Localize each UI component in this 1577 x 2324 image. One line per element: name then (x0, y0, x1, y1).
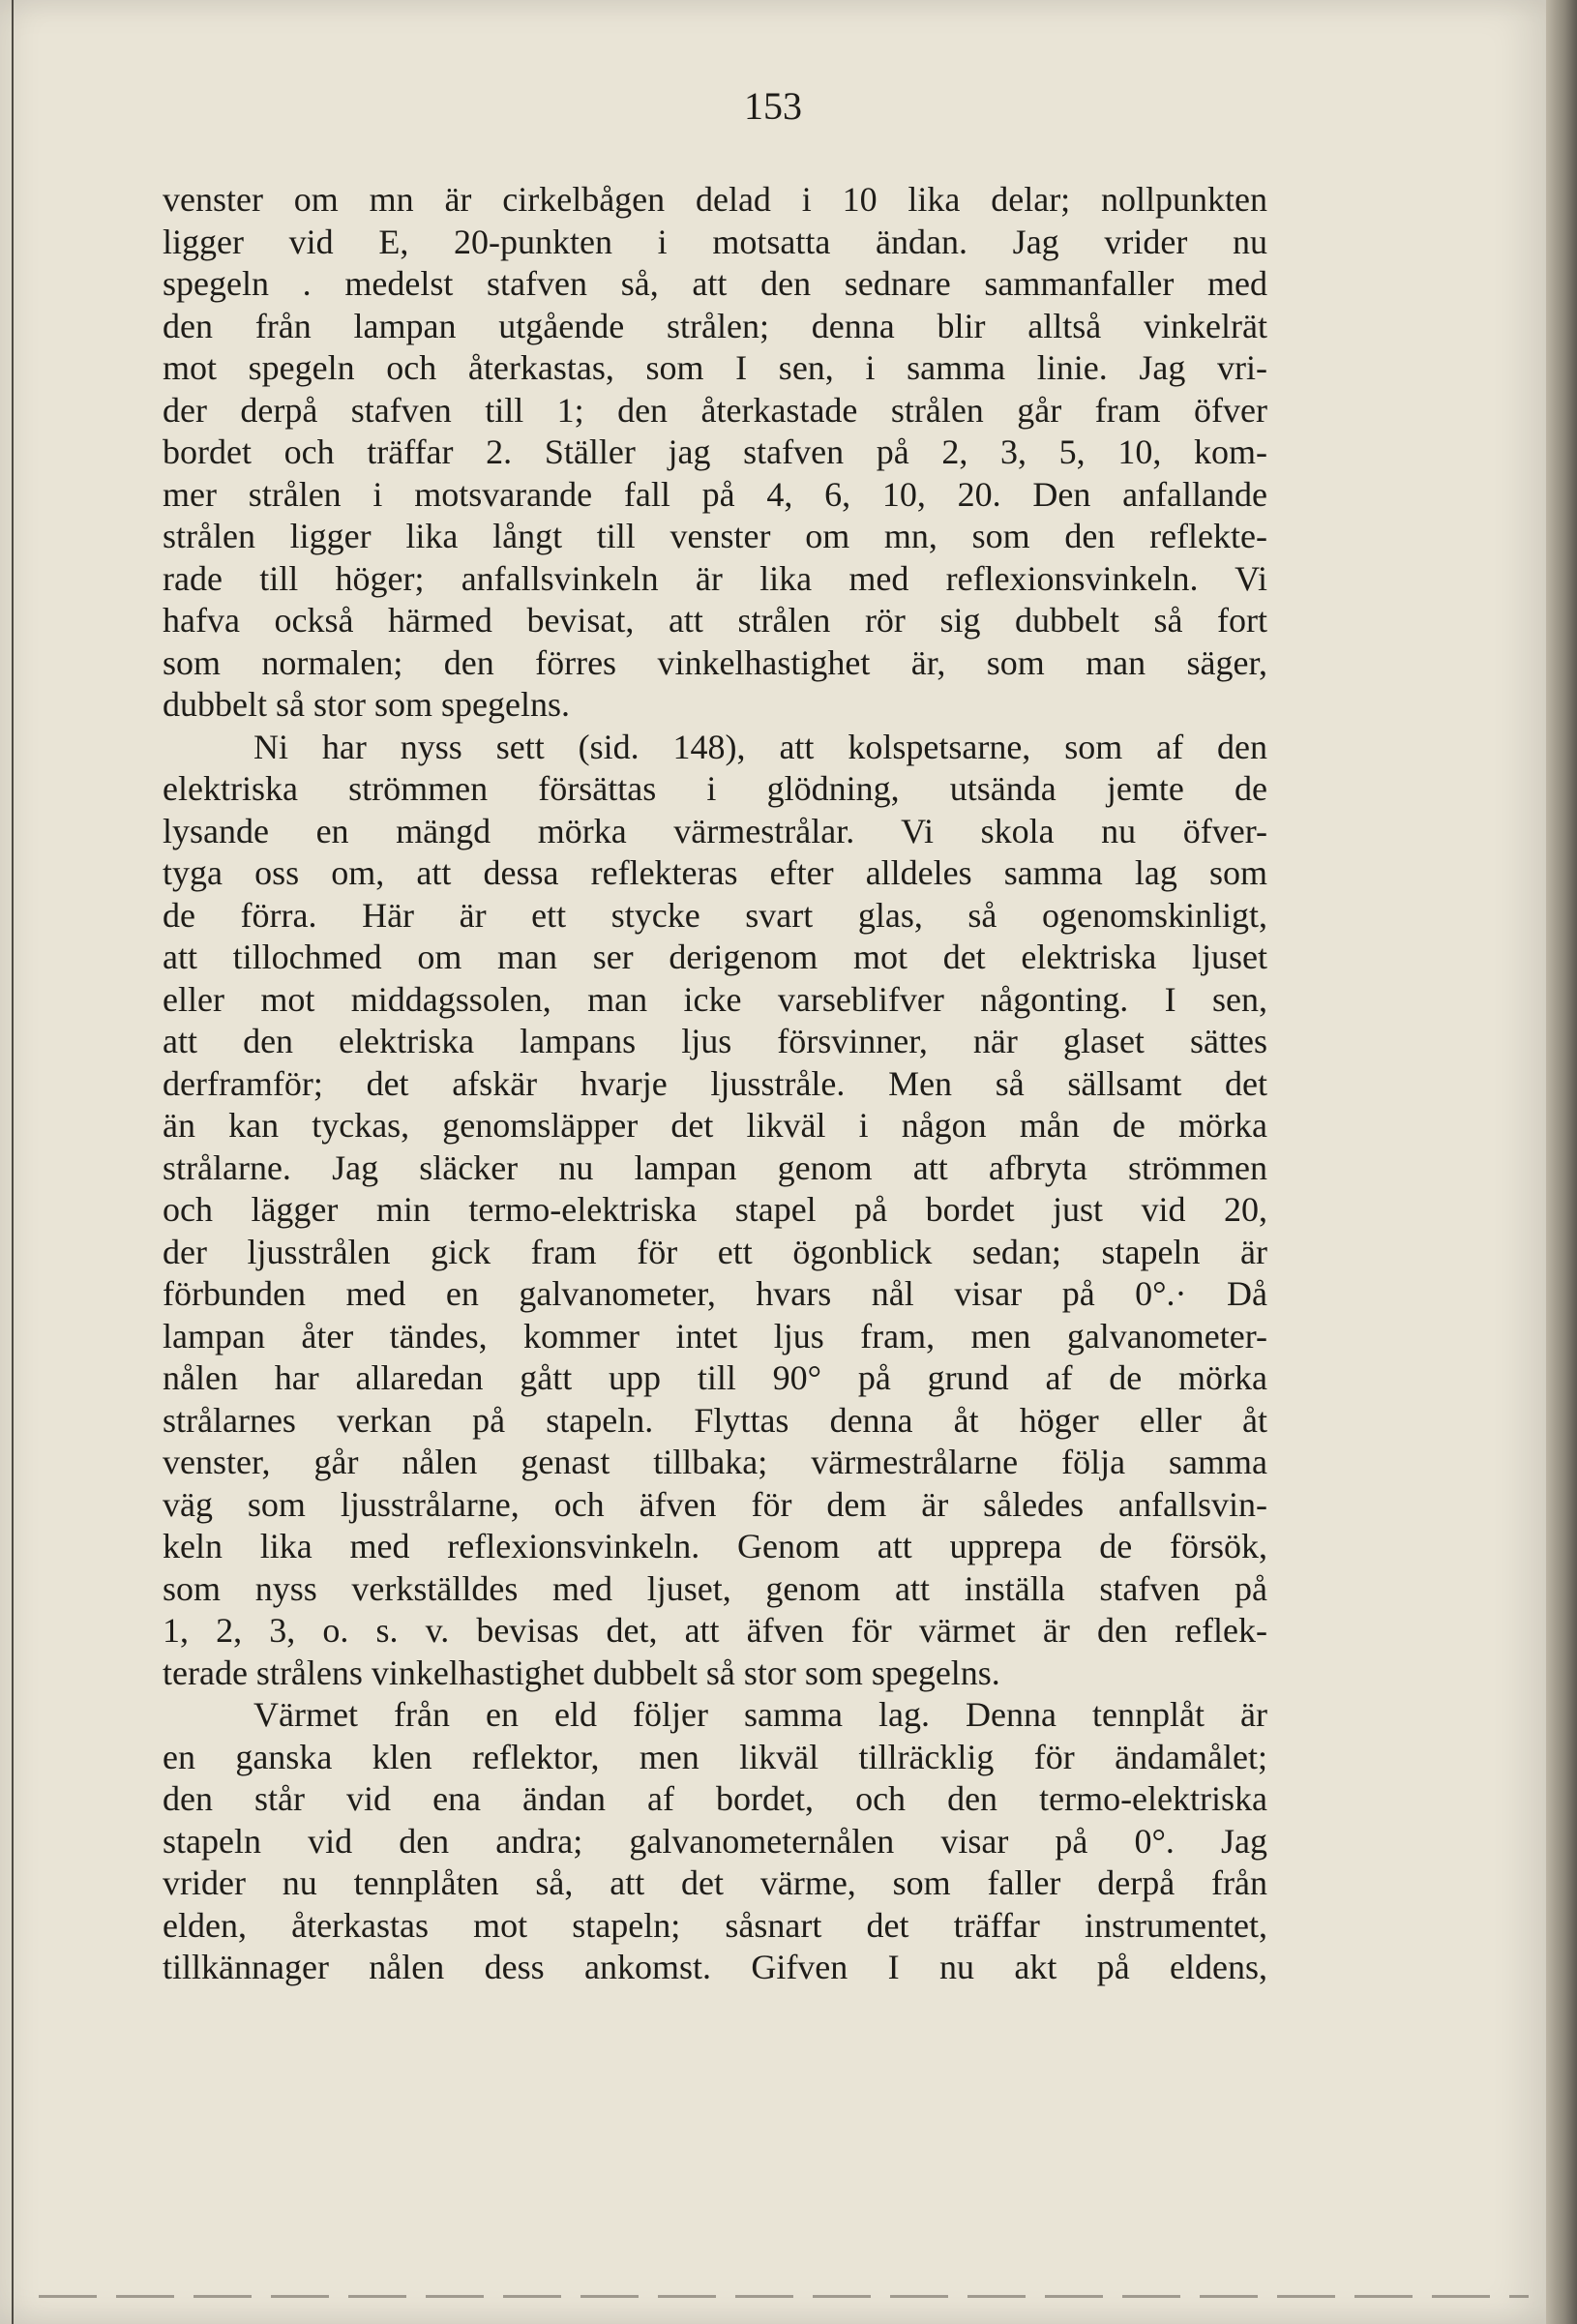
text-line: mer strålen i motsvarande fall på 4, 6, 10, 20. Den anfallande (163, 474, 1267, 514)
text-line: lampan åter tändes, kommer intet ljus fram, men galvanometer- (163, 1316, 1267, 1356)
text-line: att den elektriska lampans ljus försvinner, när glaset sättes (163, 1022, 1267, 1060)
page-bottom-edge (39, 2295, 1529, 2298)
text-line: tillkännager nålen dess ankomst. Gifven I nu akt på eldens, (163, 1948, 1267, 1986)
page-number: 153 (744, 84, 802, 128)
text-line: 1, 2, 3, o. s. v. bevisas det, att äfven för värmet är den reflek- (163, 1611, 1267, 1650)
text-line: tyga oss om, att dessa reflekteras efter alldeles samma lag som (163, 853, 1267, 892)
text-line: som nyss verkställdes med ljuset, genom att inställa stafven på (163, 1568, 1267, 1608)
text-line: att tillochmed om man ser derigenom mot det elektriska ljuset (163, 938, 1267, 976)
page-left-edge (12, 0, 14, 2324)
text-line: nålen har allaredan gått upp till 90° på grund af de mörka (163, 1358, 1267, 1397)
text-line: spegeln . medelst stafven så, att den sednare sammanfaller med (163, 264, 1267, 303)
text-line: venster, går nålen genast tillbaka; värmestrålarne följa samma (163, 1443, 1267, 1481)
text-line: stapeln vid den andra; galvanometernålen visar på 0°. Jag (163, 1821, 1267, 1861)
text-line: förbunden med en galvanometer, hvars nål visar på 0°.· Då (163, 1274, 1267, 1313)
body-text (163, 179, 1267, 1989)
text-line: derframför; det afskär hvarje ljusstråle. Men så sällsamt det (163, 1063, 1267, 1103)
text-line: der derpå stafven till 1; den återkastade strålen går fram öfver (163, 390, 1267, 430)
text-line: rade till höger; anfallsvinkeln är lika med reflexionsvinkeln. Vi (163, 558, 1267, 598)
text-line: väg som ljusstrålarne, och äfven för dem är således anfallsvin- (163, 1484, 1267, 1524)
text-line: strålen ligger lika långt till venster om mn, som den reflekte- (163, 517, 1267, 555)
text-line: Ni har nyss sett (sid. 148), att kolspetsarne, som af den (253, 727, 1267, 766)
text-line: hafva också härmed bevisat, att strålen rör sig dubbelt så fort (163, 601, 1267, 640)
text-line: elektriska strömmen försättas i glödning, utsända jemte de (163, 769, 1267, 808)
text-line: keln lika med reflexionsvinkeln. Genom att upprepa de försök, (163, 1527, 1267, 1565)
text-line: en ganska klen reflektor, men likväl tillräcklig för ändamålet; (163, 1737, 1267, 1776)
text-line: lysande en mängd mörka värmestrålar. Vi skola nu öfver- (163, 811, 1267, 850)
text-line: de förra. Här är ett stycke svart glas, så ogenomskinligt, (163, 895, 1267, 935)
text-line: bordet och träffar 2. Ställer jag stafven på 2, 3, 5, 10, kom- (163, 432, 1267, 471)
text-line: som normalen; den förres vinkelhastighet är, som man säger, (163, 642, 1267, 682)
text-line: och lägger min termo-elektriska stapel på bordet just vid 20, (163, 1190, 1267, 1229)
text-line: än kan tyckas, genomsläpper det likväl i någon mån de mörka (163, 1106, 1267, 1145)
text-line: Värmet från en eld följer samma lag. Denna tennplåt är (253, 1695, 1267, 1734)
text-line: ligger vid E, 20-punkten i motsatta ändan. Jag vrider nu (163, 222, 1267, 261)
text-line: dubbelt så stor som spegelns. (163, 685, 570, 724)
book-spine-edge (1546, 0, 1577, 2324)
text-line: mot spegeln och återkastas, som I sen, i samma linie. Jag vri- (163, 348, 1267, 387)
text-line: eller mot middagssolen, man icke varseblifver någonting. I sen, (163, 979, 1267, 1019)
text-line: strålarnes verkan på stapeln. Flyttas denna åt höger eller åt (163, 1400, 1267, 1440)
text-line: venster om mn är cirkelbågen delad i 10 lika delar; nollpunkten (163, 180, 1267, 219)
text-line: der ljusstrålen gick fram för ett ögonblick sedan; stapeln är (163, 1232, 1267, 1271)
text-line: vrider nu tennplåten så, att det värme, som faller derpå från (163, 1863, 1267, 1902)
text-line: den står vid ena ändan af bordet, och den termo-elektriska (163, 1779, 1267, 1818)
text-line: terade strålens vinkelhastighet dubbelt så stor som spegelns. (163, 1653, 1000, 1692)
text-line: strålarne. Jag släcker nu lampan genom att afbryta strömmen (163, 1147, 1267, 1187)
text-line: den från lampan utgående strålen; denna blir alltså vinkelrät (163, 306, 1267, 345)
text-line: elden, återkastas mot stapeln; såsnart det träffar instrumentet, (163, 1905, 1267, 1945)
